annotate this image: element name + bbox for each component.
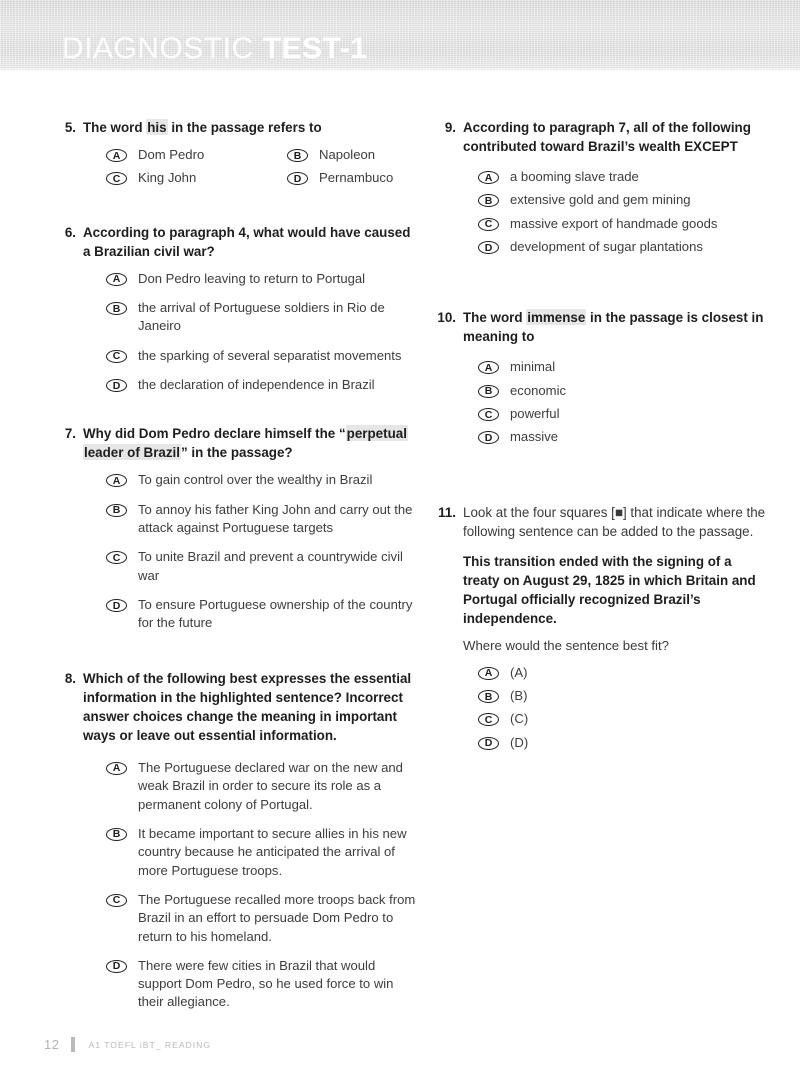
question-8-text: Which of the following best expresses the essential information in the highlighted sentence? Incorrect answer choices change the meaning in important ways or leave out essential information.	[83, 670, 412, 743]
choice-marker-a-icon: A	[478, 171, 499, 184]
choice-marker-a-icon: A	[478, 667, 499, 680]
question-5-choice-d[interactable]	[239, 169, 420, 187]
question-7-stem	[58, 424, 420, 462]
question-11-number: 11.	[438, 504, 456, 520]
question-10-choice-c[interactable]	[434, 405, 768, 423]
question-7-choice-d-label: To ensure Portuguese ownership of the country for the future	[138, 597, 413, 631]
right-column	[434, 118, 768, 778]
question-10-stem	[434, 308, 768, 346]
question-9	[434, 118, 768, 256]
question-5-stem	[58, 118, 420, 137]
choice-marker-a-icon: A	[106, 149, 127, 162]
question-8-choice-b-label: It became important to secure allies in his new country because he anticipated the arrival of more Portuguese troops.	[138, 825, 407, 878]
question-7-choice-a-label: To gain control over the wealthy in Brazil	[138, 472, 373, 488]
question-9-choice-c-label: massive export of handmade goods	[510, 215, 718, 231]
question-6-choices	[58, 270, 420, 395]
page-title-bold: TEST-1	[262, 32, 368, 65]
question-10-choices	[434, 358, 768, 446]
question-10-stem-after: in the passage is closest in meaning to	[463, 310, 764, 345]
choice-marker-a-icon: A	[106, 762, 127, 775]
question-9-choice-a-label: a booming slave trade	[510, 169, 639, 185]
choice-marker-c-icon: C	[478, 218, 499, 231]
question-11-choice-d-label: (D)	[510, 734, 529, 750]
question-7-choice-a[interactable]	[58, 471, 420, 489]
question-10-choice-a[interactable]	[434, 358, 768, 376]
question-11-choice-d[interactable]	[434, 734, 768, 752]
question-11	[434, 503, 768, 752]
question-10-highlight: immense	[527, 310, 586, 326]
question-11-stem	[434, 503, 768, 541]
question-7-choice-b-label: To annoy his father King John and carry out the attack against Portuguese targets	[138, 501, 413, 536]
question-6-number: 6.	[64, 224, 76, 240]
question-6-choice-c[interactable]	[58, 347, 420, 365]
question-8-number: 8.	[64, 670, 76, 686]
question-9-text: According to paragraph 7, all of the following contributed toward Brazil’s wealth EXCEPT	[463, 120, 751, 155]
question-5-highlight: his	[147, 120, 167, 135]
choice-marker-c-icon: C	[478, 408, 499, 421]
question-6-choice-c-label: the sparking of several separatist movements	[138, 347, 402, 363]
question-7-choice-b[interactable]	[58, 501, 420, 538]
choice-marker-a-icon: A	[106, 273, 127, 286]
question-10-number: 10.	[437, 310, 456, 326]
question-7-highlight: perpetual leader of Brazil	[84, 426, 407, 461]
choice-marker-d-icon: D	[478, 431, 499, 444]
question-6-choice-b-label: the arrival of Portuguese soldiers in Rio de Janeiro	[138, 300, 385, 334]
question-9-choice-a[interactable]	[434, 168, 768, 186]
choice-marker-d-icon: D	[478, 241, 499, 254]
question-5-number: 5.	[64, 120, 76, 135]
question-11-text: Look at the four squares [■] that indicate where the following sentence can be added to the passage.	[463, 504, 766, 539]
question-10	[434, 308, 768, 446]
question-5-choice-c-label: King John	[138, 170, 197, 186]
question-9-choice-d[interactable]	[434, 238, 768, 256]
question-9-stem	[434, 118, 768, 156]
question-6-choice-b[interactable]	[58, 299, 420, 336]
question-5	[58, 118, 420, 193]
question-8-choice-a[interactable]	[58, 759, 420, 814]
question-10-choice-b-label: economic	[510, 382, 567, 398]
choice-marker-d-icon: D	[106, 960, 127, 973]
question-7-choice-d[interactable]	[58, 596, 420, 633]
footer-divider	[71, 1037, 75, 1052]
question-8-choice-c[interactable]	[58, 891, 420, 946]
question-7-choices	[58, 471, 420, 632]
question-5-text	[83, 118, 420, 137]
question-8-choice-d[interactable]	[58, 957, 420, 1012]
question-6-choice-a[interactable]	[58, 270, 420, 288]
question-5-stem-before: The word	[83, 120, 147, 135]
question-7-stem-after: ” in the passage?	[181, 445, 293, 461]
left-column	[58, 118, 420, 1038]
question-10-text	[463, 308, 768, 346]
choice-marker-d-icon: D	[106, 599, 127, 612]
question-6	[58, 223, 420, 395]
choice-marker-b-icon: B	[478, 194, 499, 207]
choice-marker-b-icon: B	[106, 828, 127, 841]
question-10-choice-d-label: massive	[510, 429, 559, 445]
question-8-choices	[58, 759, 420, 1012]
question-11-inserted-sentence: This transition ended with the signing of a treaty on August 29, 1825 in which Britain and Portugal officially recognized Brazil’s independence.	[463, 553, 756, 626]
question-10-choice-d[interactable]	[434, 428, 768, 446]
header-band	[0, 0, 800, 71]
question-10-stem-before: The word	[463, 310, 527, 326]
question-9-choices	[434, 168, 768, 256]
choice-marker-d-icon: D	[106, 379, 127, 392]
choice-marker-c-icon: C	[106, 551, 127, 564]
question-7	[58, 424, 420, 632]
question-11-choice-c[interactable]	[434, 710, 768, 728]
question-11-choice-a[interactable]	[434, 664, 768, 682]
question-5-choice-b[interactable]	[239, 146, 420, 164]
question-11-choice-a-label: (A)	[510, 664, 528, 680]
question-5-stem-after: in the passage refers to	[167, 120, 322, 135]
question-10-choice-b[interactable]	[434, 382, 768, 400]
choice-marker-d-icon: D	[478, 737, 499, 750]
choice-marker-c-icon: C	[478, 713, 499, 726]
question-5-choice-b-label: Napoleon	[319, 147, 376, 163]
question-6-choice-d-label: the declaration of independence in Brazil	[138, 377, 375, 393]
choice-marker-c-icon: C	[106, 350, 127, 363]
choice-marker-b-icon: B	[287, 149, 308, 162]
question-11-choice-b[interactable]	[434, 687, 768, 705]
footer-page-number: 12	[44, 1037, 60, 1052]
question-8-choice-d-label: There were few cities in Brazil that would support Dom Pedro, so he used force to win their allegiance.	[138, 957, 394, 1010]
question-7-choice-c[interactable]	[58, 548, 420, 585]
question-11-followup: Where would the sentence best fit?	[463, 637, 669, 653]
question-5-choice-d-label: Pernambuco	[319, 170, 394, 186]
choice-marker-b-icon: B	[106, 504, 127, 517]
page-title	[62, 34, 367, 64]
question-9-choice-d-label: development of sugar plantations	[510, 239, 703, 255]
question-5-choice-a[interactable]	[58, 146, 239, 164]
question-10-choice-a-label: minimal	[510, 359, 556, 375]
choice-marker-c-icon: C	[106, 894, 127, 907]
question-9-number: 9.	[444, 120, 456, 135]
question-7-stem-before: Why did Dom Pedro declare himself the “	[83, 426, 346, 442]
question-8	[58, 669, 420, 1012]
question-7-choice-c-label: To unite Brazil and prevent a countrywide civil war	[138, 549, 403, 583]
question-9-choice-b-label: extensive gold and gem mining	[510, 192, 691, 208]
question-5-choice-c[interactable]	[58, 169, 239, 187]
question-10-choice-c-label: powerful	[510, 406, 560, 422]
question-9-choice-c[interactable]	[434, 215, 768, 233]
question-5-choices	[58, 146, 420, 193]
choice-marker-b-icon: B	[106, 302, 127, 315]
choice-marker-b-icon: B	[478, 385, 499, 398]
question-8-choice-b[interactable]	[58, 825, 420, 880]
question-8-stem	[58, 669, 420, 745]
choice-marker-b-icon: B	[478, 690, 499, 703]
question-7-text	[83, 424, 420, 462]
choice-marker-c-icon: C	[106, 172, 127, 185]
page-title-light: DIAGNOSTIC	[62, 32, 254, 65]
choice-marker-a-icon: A	[106, 474, 127, 487]
question-11-choice-b-label: (B)	[510, 688, 528, 703]
question-5-choice-a-label: Dom Pedro	[138, 147, 205, 163]
question-6-stem	[58, 223, 420, 261]
footer-book-label: A1 TOEFL iBT_ READING	[88, 1039, 212, 1050]
question-11-choice-c-label: (C)	[510, 711, 529, 727]
question-8-choice-c-label: The Portuguese recalled more troops back from Brazil in an effort to persuade Dom Pedro to return to his homeland.	[138, 891, 416, 944]
choice-marker-a-icon: A	[478, 361, 499, 374]
question-11-choices	[434, 664, 768, 752]
question-6-text: According to paragraph 4, what would have caused a Brazilian civil war?	[83, 224, 411, 259]
question-6-choice-d[interactable]	[58, 376, 420, 394]
question-9-choice-b[interactable]	[434, 191, 768, 209]
question-7-number: 7.	[64, 426, 76, 442]
question-6-choice-a-label: Don Pedro leaving to return to Portugal	[138, 270, 366, 286]
page-footer	[44, 1037, 211, 1052]
question-8-choice-a-label: The Portuguese declared war on the new and weak Brazil in order to secure its role as a permanent colony of Portugal.	[138, 759, 403, 812]
choice-marker-d-icon: D	[287, 172, 308, 185]
